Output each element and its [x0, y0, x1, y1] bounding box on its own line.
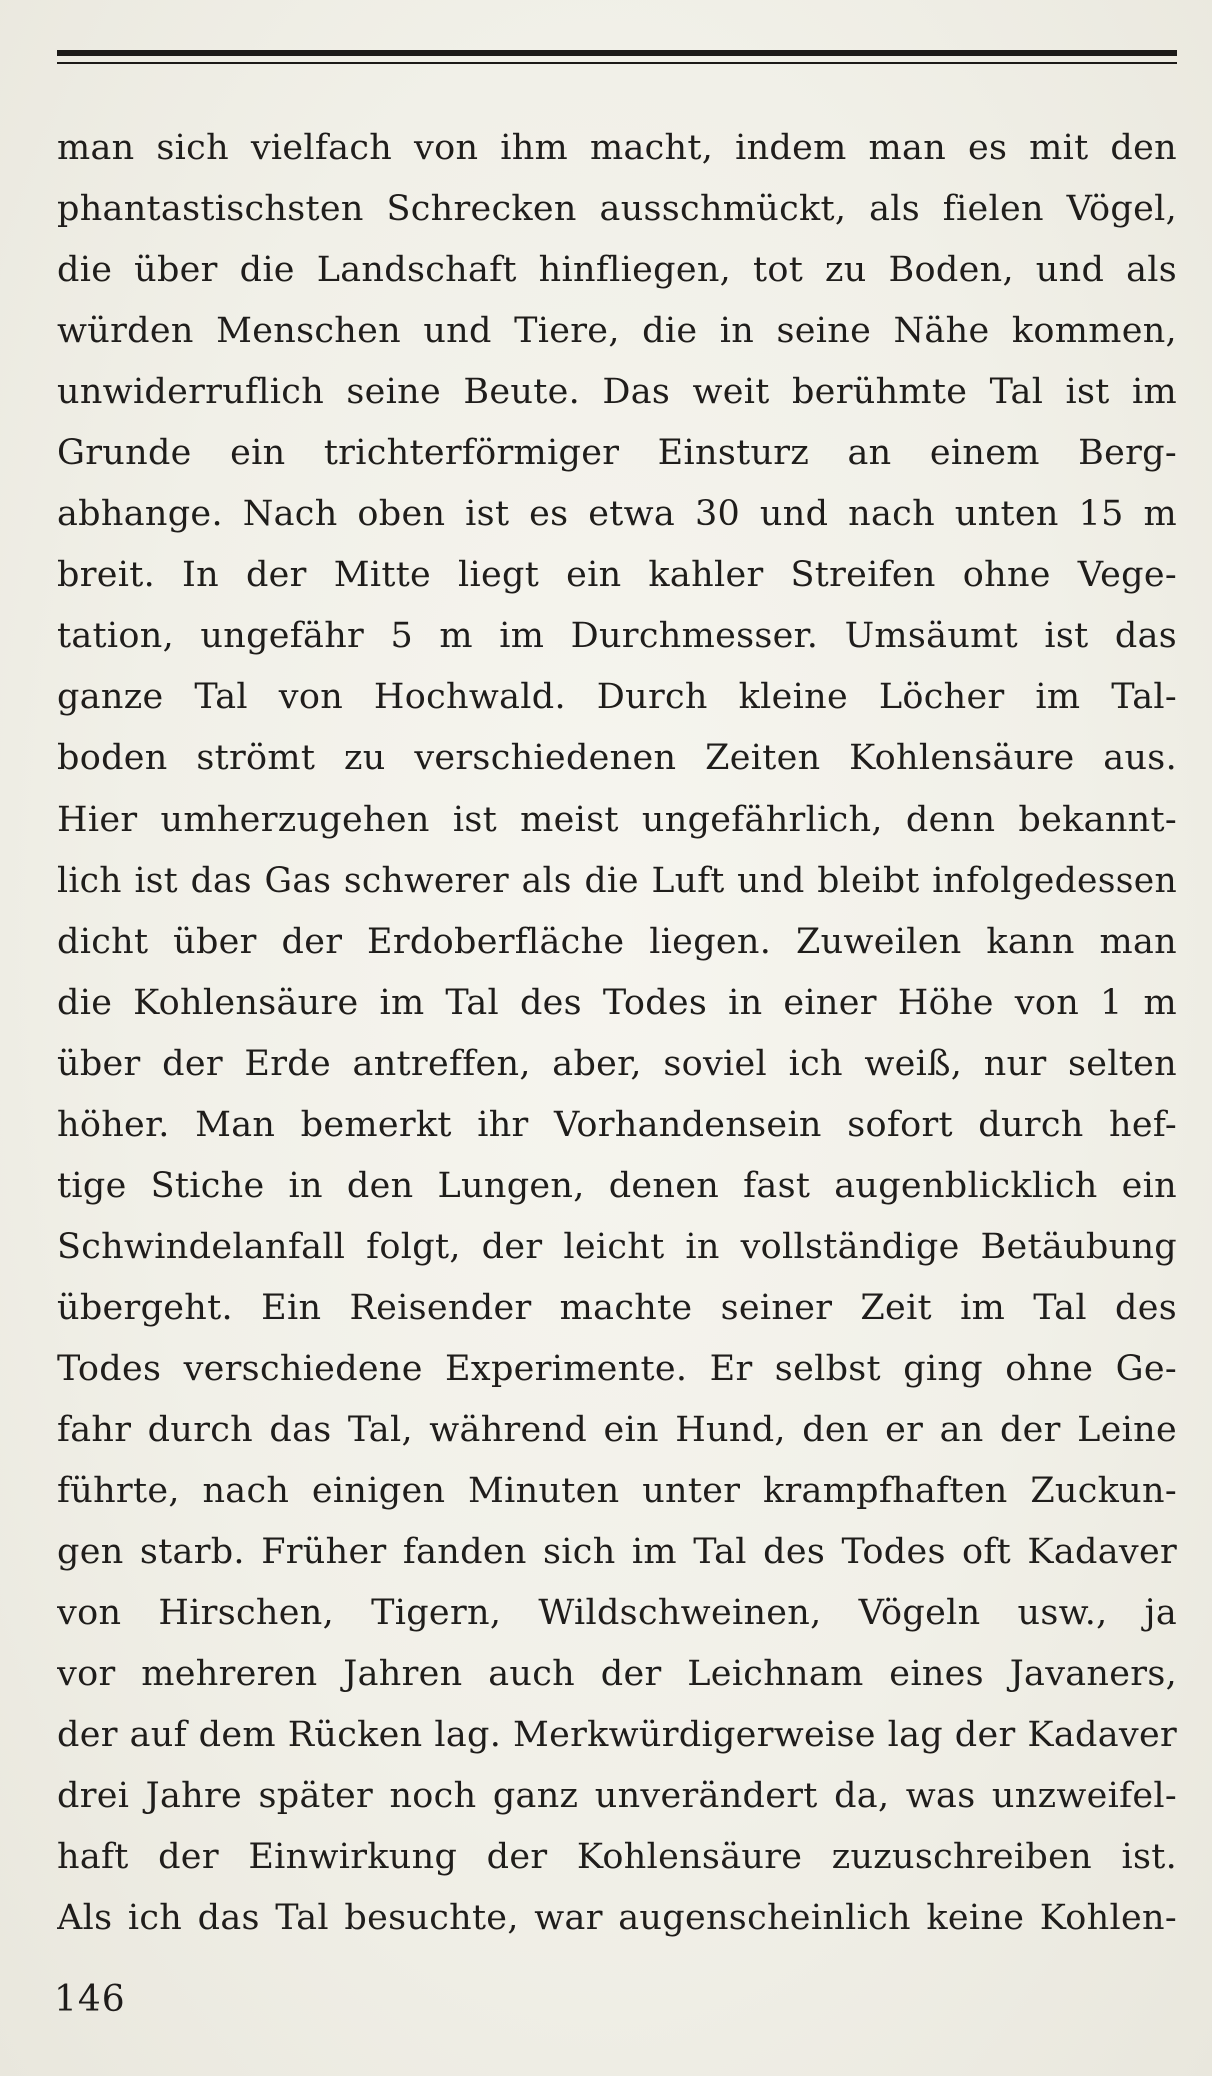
text-line: man sich vielfach von ihm macht, indem man es mit den — [57, 128, 1177, 168]
text-line: würden Menschen und Tiere, die in seine Nähe kommen, — [57, 311, 1177, 352]
text-line: übergeht. Ein Reisender machte seiner Zeit im Tal des — [57, 1287, 1177, 1328]
text-line: Schwindelanfall folgt, der leicht in vollständige Betäubung — [57, 1226, 1177, 1267]
text-line: unwiderruflich seine Beute. Das weit berühmte Tal ist im — [57, 372, 1177, 413]
text-line: gen starb. Früher fanden sich im Tal des Todes oft Kadaver — [57, 1532, 1177, 1573]
text-line: lich ist das Gas schwerer als die Luft und bleibt infolgedessen — [57, 860, 1177, 901]
text-line: tation, ungefähr 5 m im Durchmesser. Umsäumt ist das — [57, 616, 1177, 657]
text-line: vor mehreren Jahren auch der Leichnam eines Javaners, — [57, 1654, 1177, 1695]
body-text — [57, 118, 1177, 1949]
text-line: die Kohlensäure im Tal des Todes in einer Höhe von 1 m — [57, 982, 1177, 1023]
text-line: abhange. Nach oben ist es etwa 30 und nach unten 15 m — [57, 494, 1177, 535]
text-line: drei Jahre später noch ganz unverändert da, was unzweifel- — [57, 1776, 1177, 1817]
text-line: Als ich das Tal besuchte, war augenscheinlich keine Kohlen- — [57, 1898, 1177, 1939]
text-line: boden strömt zu verschiedenen Zeiten Kohlensäure aus. — [57, 738, 1177, 779]
text-line: Todes verschiedene Experimente. Er selbst ging ohne Ge- — [57, 1348, 1177, 1389]
text-line: höher. Man bemerkt ihr Vorhandensein sofort durch hef- — [57, 1104, 1177, 1145]
text-line: haft der Einwirkung der Kohlensäure zuzuschreiben ist. — [57, 1837, 1177, 1878]
text-line: von Hirschen, Tigern, Wildschweinen, Vögeln usw., ja — [57, 1593, 1177, 1634]
text-line: phantastischsten Schrecken ausschmückt, als fielen Vögel, — [57, 189, 1177, 230]
text-line: dicht über der Erdoberfläche liegen. Zuweilen kann man — [57, 921, 1177, 962]
text-line: tige Stiche in den Lungen, denen fast augenblicklich ein — [57, 1165, 1177, 1206]
text-line: die über die Landschaft hinfliegen, tot zu Boden, und als — [57, 250, 1177, 291]
text-line: der auf dem Rücken lag. Merkwürdigerweise lag der Kadaver — [57, 1715, 1177, 1756]
text-line: über der Erde antreffen, aber, soviel ich weiß, nur selten — [57, 1043, 1177, 1084]
text-line: führte, nach einigen Minuten unter krampfhaften Zuckun- — [57, 1471, 1177, 1512]
text-line: Hier umherzugehen ist meist ungefährlich, denn bekannt- — [57, 799, 1177, 840]
text-line: fahr durch das Tal, während ein Hund, den er an der Leine — [57, 1409, 1177, 1450]
text-line: Grunde ein trichterförmiger Einsturz an einem Berg- — [57, 433, 1177, 474]
header-rule-thin — [57, 62, 1177, 64]
header-rule-thick — [57, 50, 1177, 56]
text-line: ganze Tal von Hochwald. Durch kleine Löcher im Tal- — [57, 677, 1177, 718]
text-line: breit. In der Mitte liegt ein kahler Streifen ohne Vege- — [57, 555, 1177, 596]
page-number: 146 — [54, 1979, 126, 2020]
header-double-rule — [57, 50, 1177, 71]
